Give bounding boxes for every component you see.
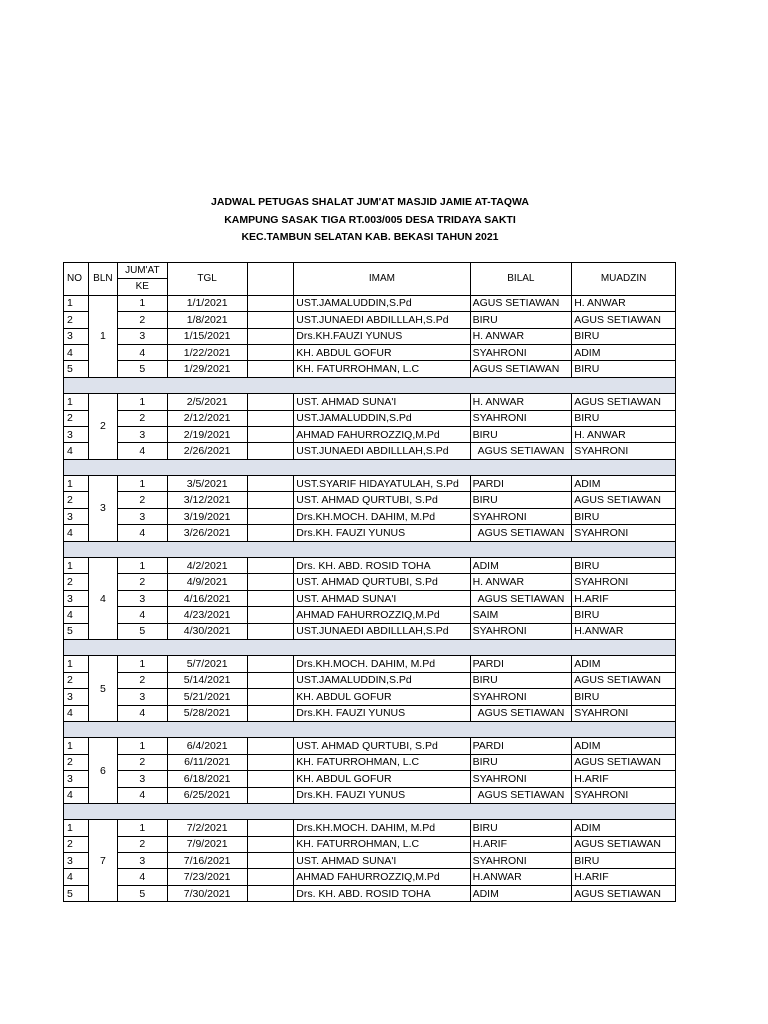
cell-muadzin: ADIM	[572, 820, 676, 836]
cell-bln: 1	[88, 295, 117, 377]
cell-imam: Drs.KH.MOCH. DAHIM, M.Pd	[294, 820, 470, 836]
cell-no: 2	[64, 410, 89, 426]
cell-bln: 3	[88, 476, 117, 542]
cell-blank	[247, 508, 294, 524]
cell-imam: Drs. KH. ABD. ROSID TOHA	[294, 558, 470, 574]
table-row	[64, 656, 676, 672]
cell-muadzin: SYAHRONI	[572, 787, 676, 803]
cell-muadzin: BIRU	[572, 410, 676, 426]
month-separator-row	[64, 541, 676, 557]
cell-muadzin: SYAHRONI	[572, 525, 676, 541]
cell-blank	[247, 312, 294, 328]
cell-muadzin: SYAHRONI	[572, 574, 676, 590]
cell-blank	[247, 476, 294, 492]
cell-bilal: SYAHRONI	[470, 689, 572, 705]
table-row	[64, 492, 676, 508]
table-row	[64, 607, 676, 623]
cell-no: 4	[64, 525, 89, 541]
cell-jumat-ke: 3	[117, 590, 167, 606]
separator-cell	[64, 639, 676, 655]
table-row	[64, 443, 676, 459]
cell-tgl: 3/12/2021	[167, 492, 247, 508]
cell-bilal: BIRU	[470, 426, 572, 442]
cell-blank	[247, 394, 294, 410]
month-separator-row	[64, 721, 676, 737]
cell-muadzin: ADIM	[572, 344, 676, 360]
cell-tgl: 6/11/2021	[167, 754, 247, 770]
table-row	[64, 410, 676, 426]
cell-no: 3	[64, 508, 89, 524]
table-row	[64, 426, 676, 442]
cell-no: 1	[64, 476, 89, 492]
cell-jumat-ke: 3	[117, 771, 167, 787]
cell-blank	[247, 836, 294, 852]
cell-muadzin: SYAHRONI	[572, 443, 676, 459]
cell-no: 1	[64, 295, 89, 311]
cell-jumat-ke: 2	[117, 312, 167, 328]
cell-tgl: 4/9/2021	[167, 574, 247, 590]
cell-no: 4	[64, 607, 89, 623]
cell-jumat-ke: 1	[117, 476, 167, 492]
cell-muadzin: BIRU	[572, 689, 676, 705]
cell-bilal: H. ANWAR	[470, 328, 572, 344]
cell-no: 1	[64, 656, 89, 672]
cell-no: 3	[64, 853, 89, 869]
cell-imam: Drs.KH.MOCH. DAHIM, M.Pd	[294, 656, 470, 672]
cell-imam: UST. AHMAD QURTUBI, S.Pd	[294, 574, 470, 590]
cell-tgl: 7/30/2021	[167, 885, 247, 901]
cell-bilal: AGUS SETIAWAN	[470, 705, 572, 721]
cell-no: 5	[64, 361, 89, 377]
cell-no: 1	[64, 558, 89, 574]
cell-imam: UST.JAMALUDDIN,S.Pd	[294, 295, 470, 311]
cell-no: 5	[64, 885, 89, 901]
title-line-1: JADWAL PETUGAS SHALAT JUM'AT MASJID JAMIE AT-TAQWA	[211, 196, 529, 208]
cell-no: 4	[64, 787, 89, 803]
cell-bln: 4	[88, 558, 117, 640]
cell-tgl: 5/7/2021	[167, 656, 247, 672]
cell-bilal: SYAHRONI	[470, 508, 572, 524]
cell-imam: AHMAD FAHURROZZIQ,M.Pd	[294, 607, 470, 623]
cell-tgl: 7/9/2021	[167, 836, 247, 852]
cell-jumat-ke: 4	[117, 344, 167, 360]
cell-imam: UST.JUNAEDI ABDILLLAH,S.Pd	[294, 443, 470, 459]
separator-cell	[64, 803, 676, 819]
cell-bilal: BIRU	[470, 492, 572, 508]
cell-imam: Drs.KH.MOCH. DAHIM, M.Pd	[294, 508, 470, 524]
cell-tgl: 4/30/2021	[167, 623, 247, 639]
table-row	[64, 328, 676, 344]
cell-imam: KH. FATURROHMAN, L.C	[294, 836, 470, 852]
table-row	[64, 787, 676, 803]
table-row	[64, 476, 676, 492]
cell-tgl: 3/5/2021	[167, 476, 247, 492]
cell-no: 2	[64, 312, 89, 328]
cell-muadzin: H.ARIF	[572, 590, 676, 606]
cell-blank	[247, 410, 294, 426]
cell-blank	[247, 754, 294, 770]
cell-imam: UST.JUNAEDI ABDILLLAH,S.Pd	[294, 623, 470, 639]
table-row	[64, 853, 676, 869]
cell-no: 3	[64, 426, 89, 442]
cell-tgl: 1/29/2021	[167, 361, 247, 377]
title-line-3: KEC.TAMBUN SELATAN KAB. BEKASI TAHUN 2021	[241, 231, 499, 243]
table-row	[64, 672, 676, 688]
schedule-body	[64, 295, 676, 901]
cell-imam: AHMAD FAHURROZZIQ,M.Pd	[294, 869, 470, 885]
cell-imam: UST. AHMAD QURTUBI, S.Pd	[294, 738, 470, 754]
cell-blank	[247, 738, 294, 754]
cell-blank	[247, 574, 294, 590]
cell-bln: 5	[88, 656, 117, 722]
cell-imam: UST. AHMAD SUNA'I	[294, 853, 470, 869]
cell-no: 4	[64, 344, 89, 360]
cell-tgl: 2/26/2021	[167, 443, 247, 459]
cell-jumat-ke: 2	[117, 672, 167, 688]
cell-muadzin: AGUS SETIAWAN	[572, 394, 676, 410]
cell-tgl: 4/23/2021	[167, 607, 247, 623]
cell-muadzin: AGUS SETIAWAN	[572, 836, 676, 852]
cell-no: 1	[64, 394, 89, 410]
cell-jumat-ke: 1	[117, 820, 167, 836]
header-muadzin: MUADZIN	[572, 263, 676, 296]
cell-no: 4	[64, 705, 89, 721]
cell-bilal: ADIM	[470, 885, 572, 901]
cell-jumat-ke: 4	[117, 443, 167, 459]
month-separator-row	[64, 639, 676, 655]
cell-tgl: 1/15/2021	[167, 328, 247, 344]
cell-blank	[247, 672, 294, 688]
table-row	[64, 869, 676, 885]
cell-jumat-ke: 4	[117, 705, 167, 721]
cell-bilal: H. ANWAR	[470, 574, 572, 590]
cell-tgl: 6/4/2021	[167, 738, 247, 754]
table-row	[64, 771, 676, 787]
cell-muadzin: AGUS SETIAWAN	[572, 672, 676, 688]
table-row	[64, 361, 676, 377]
cell-jumat-ke: 2	[117, 754, 167, 770]
cell-imam: UST.SYARIF HIDAYATULAH, S.Pd	[294, 476, 470, 492]
cell-tgl: 3/19/2021	[167, 508, 247, 524]
table-row	[64, 738, 676, 754]
header-bilal: BILAL	[470, 263, 572, 296]
table-row	[64, 508, 676, 524]
cell-jumat-ke: 3	[117, 508, 167, 524]
cell-imam: UST.JAMALUDDIN,S.Pd	[294, 672, 470, 688]
cell-blank	[247, 426, 294, 442]
cell-blank	[247, 492, 294, 508]
cell-bilal: SYAHRONI	[470, 344, 572, 360]
cell-no: 2	[64, 492, 89, 508]
cell-muadzin: SYAHRONI	[572, 705, 676, 721]
cell-muadzin: ADIM	[572, 656, 676, 672]
cell-jumat-ke: 2	[117, 836, 167, 852]
header-bln: BLN	[88, 263, 117, 296]
month-separator-row	[64, 377, 676, 393]
cell-imam: Drs.KH. FAUZI YUNUS	[294, 787, 470, 803]
cell-no: 2	[64, 836, 89, 852]
cell-tgl: 4/2/2021	[167, 558, 247, 574]
cell-jumat-ke: 3	[117, 426, 167, 442]
cell-no: 1	[64, 738, 89, 754]
cell-bilal: SYAHRONI	[470, 771, 572, 787]
cell-imam: KH. FATURROHMAN, L.C	[294, 754, 470, 770]
cell-bilal: AGUS SETIAWAN	[470, 295, 572, 311]
cell-tgl: 7/2/2021	[167, 820, 247, 836]
cell-muadzin: BIRU	[572, 853, 676, 869]
cell-imam: KH. ABDUL GOFUR	[294, 344, 470, 360]
cell-blank	[247, 590, 294, 606]
table-row	[64, 623, 676, 639]
cell-bilal: H.ANWAR	[470, 869, 572, 885]
cell-muadzin: H. ANWAR	[572, 295, 676, 311]
cell-no: 3	[64, 771, 89, 787]
cell-blank	[247, 623, 294, 639]
cell-no: 3	[64, 328, 89, 344]
cell-blank	[247, 705, 294, 721]
table-row	[64, 394, 676, 410]
cell-no: 3	[64, 590, 89, 606]
cell-no: 4	[64, 869, 89, 885]
cell-tgl: 2/12/2021	[167, 410, 247, 426]
cell-bilal: BIRU	[470, 820, 572, 836]
cell-tgl: 7/23/2021	[167, 869, 247, 885]
cell-jumat-ke: 3	[117, 328, 167, 344]
cell-bln: 6	[88, 738, 117, 804]
cell-jumat-ke: 3	[117, 689, 167, 705]
table-row	[64, 295, 676, 311]
cell-jumat-ke: 5	[117, 623, 167, 639]
cell-blank	[247, 689, 294, 705]
header-blank	[247, 263, 294, 296]
cell-muadzin: H. ANWAR	[572, 426, 676, 442]
cell-muadzin: ADIM	[572, 738, 676, 754]
cell-tgl: 4/16/2021	[167, 590, 247, 606]
cell-tgl: 1/22/2021	[167, 344, 247, 360]
cell-jumat-ke: 4	[117, 607, 167, 623]
cell-muadzin: AGUS SETIAWAN	[572, 885, 676, 901]
cell-blank	[247, 525, 294, 541]
cell-jumat-ke: 4	[117, 525, 167, 541]
cell-bln: 2	[88, 394, 117, 460]
cell-imam: UST.JAMALUDDIN,S.Pd	[294, 410, 470, 426]
cell-jumat-ke: 5	[117, 361, 167, 377]
cell-muadzin: BIRU	[572, 558, 676, 574]
cell-blank	[247, 558, 294, 574]
cell-bilal: SYAHRONI	[470, 853, 572, 869]
cell-muadzin: BIRU	[572, 508, 676, 524]
cell-muadzin: ADIM	[572, 476, 676, 492]
cell-bilal: SYAHRONI	[470, 623, 572, 639]
cell-muadzin: H.ARIF	[572, 869, 676, 885]
cell-jumat-ke: 4	[117, 787, 167, 803]
cell-jumat-ke: 2	[117, 492, 167, 508]
title-line-2: KAMPUNG SASAK TIGA RT.003/005 DESA TRIDAYA SAKTI	[224, 213, 516, 226]
cell-imam: Drs.KH.FAUZI YUNUS	[294, 328, 470, 344]
cell-muadzin: AGUS SETIAWAN	[572, 312, 676, 328]
cell-imam: AHMAD FAHURROZZIQ,M.Pd	[294, 426, 470, 442]
cell-no: 2	[64, 754, 89, 770]
header-tgl: TGL	[167, 263, 247, 296]
header-ke: KE	[117, 279, 167, 295]
cell-jumat-ke: 2	[117, 574, 167, 590]
cell-bilal: PARDI	[470, 656, 572, 672]
cell-tgl: 5/21/2021	[167, 689, 247, 705]
cell-bilal: BIRU	[470, 754, 572, 770]
cell-bln: 7	[88, 820, 117, 902]
table-row	[64, 525, 676, 541]
cell-bilal: AGUS SETIAWAN	[470, 443, 572, 459]
cell-blank	[247, 820, 294, 836]
separator-cell	[64, 541, 676, 557]
cell-bilal: AGUS SETIAWAN	[470, 590, 572, 606]
cell-blank	[247, 771, 294, 787]
separator-cell	[64, 721, 676, 737]
cell-bilal: SAIM	[470, 607, 572, 623]
cell-imam: UST. AHMAD SUNA'I	[294, 394, 470, 410]
cell-tgl: 2/19/2021	[167, 426, 247, 442]
schedule-table	[63, 262, 676, 902]
cell-bilal: AGUS SETIAWAN	[470, 787, 572, 803]
cell-bilal: SYAHRONI	[470, 410, 572, 426]
cell-no: 1	[64, 820, 89, 836]
cell-tgl: 7/16/2021	[167, 853, 247, 869]
header-imam: IMAM	[294, 263, 470, 296]
cell-jumat-ke: 1	[117, 656, 167, 672]
cell-bilal: PARDI	[470, 738, 572, 754]
cell-no: 4	[64, 443, 89, 459]
cell-muadzin: BIRU	[572, 607, 676, 623]
cell-blank	[247, 295, 294, 311]
cell-bilal: BIRU	[470, 672, 572, 688]
cell-bilal: BIRU	[470, 312, 572, 328]
cell-blank	[247, 853, 294, 869]
cell-blank	[247, 361, 294, 377]
cell-blank	[247, 443, 294, 459]
cell-blank	[247, 607, 294, 623]
cell-muadzin: H.ANWAR	[572, 623, 676, 639]
cell-tgl: 6/25/2021	[167, 787, 247, 803]
table-row	[64, 344, 676, 360]
cell-imam: KH. ABDUL GOFUR	[294, 689, 470, 705]
cell-jumat-ke: 5	[117, 885, 167, 901]
table-row	[64, 820, 676, 836]
table-row	[64, 754, 676, 770]
cell-tgl: 1/1/2021	[167, 295, 247, 311]
separator-cell	[64, 459, 676, 475]
month-separator-row	[64, 459, 676, 475]
cell-imam: Drs.KH. FAUZI YUNUS	[294, 525, 470, 541]
cell-bilal: H.ARIF	[470, 836, 572, 852]
cell-blank	[247, 328, 294, 344]
table-row	[64, 312, 676, 328]
cell-imam: UST. AHMAD SUNA'I	[294, 590, 470, 606]
cell-muadzin: BIRU	[572, 361, 676, 377]
month-separator-row	[64, 803, 676, 819]
separator-cell	[64, 377, 676, 393]
cell-bilal: AGUS SETIAWAN	[470, 361, 572, 377]
cell-bilal: ADIM	[470, 558, 572, 574]
cell-imam: Drs.KH. FAUZI YUNUS	[294, 705, 470, 721]
table-row	[64, 705, 676, 721]
cell-blank	[247, 344, 294, 360]
table-row	[64, 590, 676, 606]
cell-blank	[247, 869, 294, 885]
cell-no: 3	[64, 689, 89, 705]
cell-tgl: 3/26/2021	[167, 525, 247, 541]
cell-no: 2	[64, 574, 89, 590]
cell-imam: UST.JUNAEDI ABDILLLAH,S.Pd	[294, 312, 470, 328]
document-title	[0, 194, 740, 247]
cell-jumat-ke: 1	[117, 295, 167, 311]
cell-no: 5	[64, 623, 89, 639]
table-row	[64, 836, 676, 852]
cell-tgl: 2/5/2021	[167, 394, 247, 410]
cell-no: 2	[64, 672, 89, 688]
cell-bilal: AGUS SETIAWAN	[470, 525, 572, 541]
cell-jumat-ke: 1	[117, 558, 167, 574]
cell-jumat-ke: 1	[117, 394, 167, 410]
table-row	[64, 689, 676, 705]
cell-bilal: PARDI	[470, 476, 572, 492]
cell-tgl: 1/8/2021	[167, 312, 247, 328]
cell-jumat-ke: 4	[117, 869, 167, 885]
cell-imam: Drs. KH. ABD. ROSID TOHA	[294, 885, 470, 901]
cell-jumat-ke: 3	[117, 853, 167, 869]
cell-muadzin: AGUS SETIAWAN	[572, 492, 676, 508]
cell-muadzin: AGUS SETIAWAN	[572, 754, 676, 770]
cell-blank	[247, 656, 294, 672]
table-row	[64, 574, 676, 590]
cell-muadzin: BIRU	[572, 328, 676, 344]
cell-imam: UST. AHMAD QURTUBI, S.Pd	[294, 492, 470, 508]
cell-bilal: H. ANWAR	[470, 394, 572, 410]
cell-imam: KH. FATURROHMAN, L.C	[294, 361, 470, 377]
cell-muadzin: H.ARIF	[572, 771, 676, 787]
cell-tgl: 5/28/2021	[167, 705, 247, 721]
header-no: NO	[64, 263, 89, 296]
cell-jumat-ke: 1	[117, 738, 167, 754]
cell-blank	[247, 787, 294, 803]
cell-imam: KH. ABDUL GOFUR	[294, 771, 470, 787]
cell-blank	[247, 885, 294, 901]
cell-jumat-ke: 2	[117, 410, 167, 426]
header-jumat: JUM'AT	[117, 263, 167, 279]
table-row	[64, 885, 676, 901]
cell-tgl: 5/14/2021	[167, 672, 247, 688]
table-row	[64, 558, 676, 574]
cell-tgl: 6/18/2021	[167, 771, 247, 787]
